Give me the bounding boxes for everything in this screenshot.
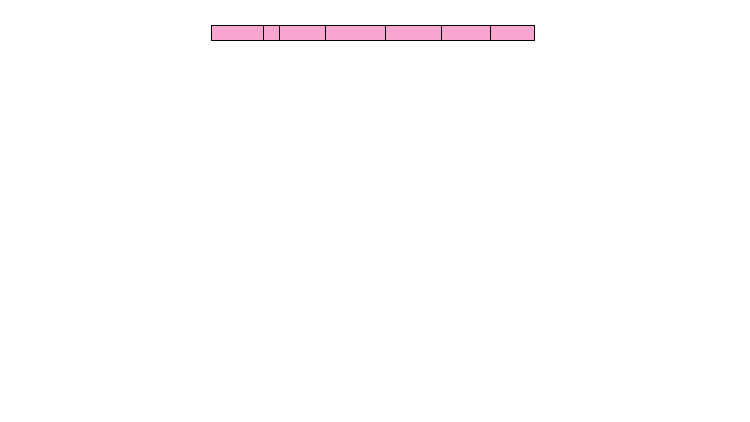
header-location — [386, 26, 442, 41]
header-date — [212, 26, 264, 41]
schedule-table — [211, 25, 535, 41]
schedule-sheet — [211, 0, 534, 422]
header-day — [264, 26, 280, 41]
header-time — [326, 26, 386, 41]
page-title — [211, 0, 534, 15]
header-content — [280, 26, 326, 41]
header-program — [442, 26, 491, 41]
table-header-row — [212, 26, 535, 41]
header-instructor — [491, 26, 535, 41]
